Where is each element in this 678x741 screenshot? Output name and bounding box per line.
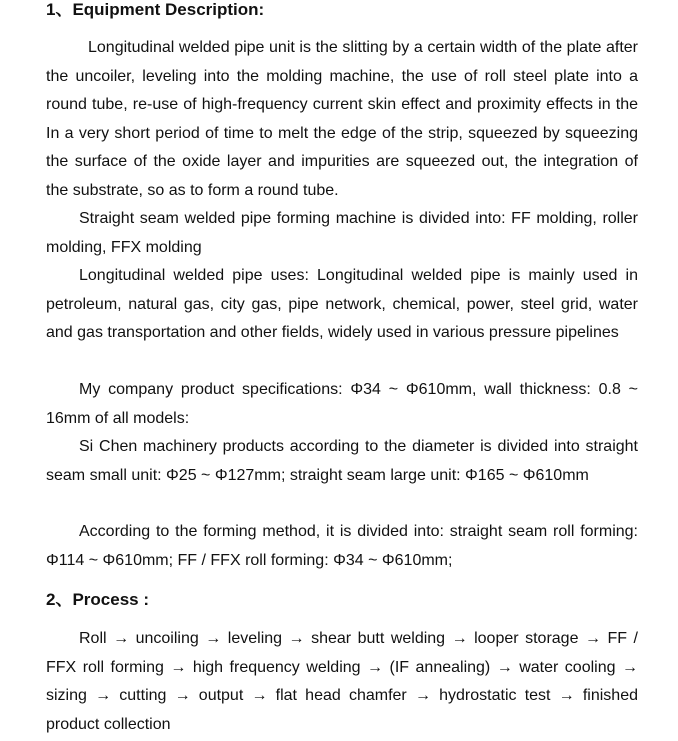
section-heading-process: 2、Process :: [46, 590, 149, 609]
section-heading-equipment-description: 1、Equipment Description:: [46, 0, 265, 19]
paragraph-forming-method: According to the forming method, it is divided into: straight seam roll forming: Φ114 ~ Φ610mm; FF / FFX roll forming: Φ34 ~ Φ610mm;: [46, 523, 638, 569]
paragraph-pipe-uses: Longitudinal welded pipe uses: Longitudinal welded pipe is mainly used in petroleum, natural gas, city gas, pipe network, chemical, power, steel grid, water and gas transportation and other fields, widely used in various pressure pipelines: [46, 267, 638, 342]
paragraph-process-flow: Roll → uncoiling → leveling → shear butt welding → looper storage → FF / FFX roll forming → high frequency welding → (IF annealing) → water cooling → sizing → cutting → output → flat head chamfer → hydrostatic test → finished product collection: [46, 630, 638, 733]
paragraph-product-specifications: My company product specifications: Φ34 ~ Φ610mm, wall thickness: 0.8 ~ 16mm of all models:: [46, 381, 638, 427]
paragraph-forming-machine-types: Straight seam welded pipe forming machine is divided into: FF molding, roller molding, FFX molding: [46, 210, 638, 256]
paragraph-welded-pipe-unit: Longitudinal welded pipe unit is the slitting by a certain width of the plate after the uncoiler, leveling into the molding machine, the use of roll steel plate into a round tube, re-use of high-frequency current skin effect and proximity effects in the In a very short period of time to melt the edge of the strip, squeezed by squeezing the surface of the oxide layer and impurities are squeezed out, the integration of the substrate, so as to form a round tube.: [46, 39, 638, 199]
paragraph-unit-by-diameter: Si Chen machinery products according to the diameter is divided into straight seam small unit: Φ25 ~ Φ127mm; straight seam large unit: Φ165 ~ Φ610mm: [46, 438, 638, 484]
